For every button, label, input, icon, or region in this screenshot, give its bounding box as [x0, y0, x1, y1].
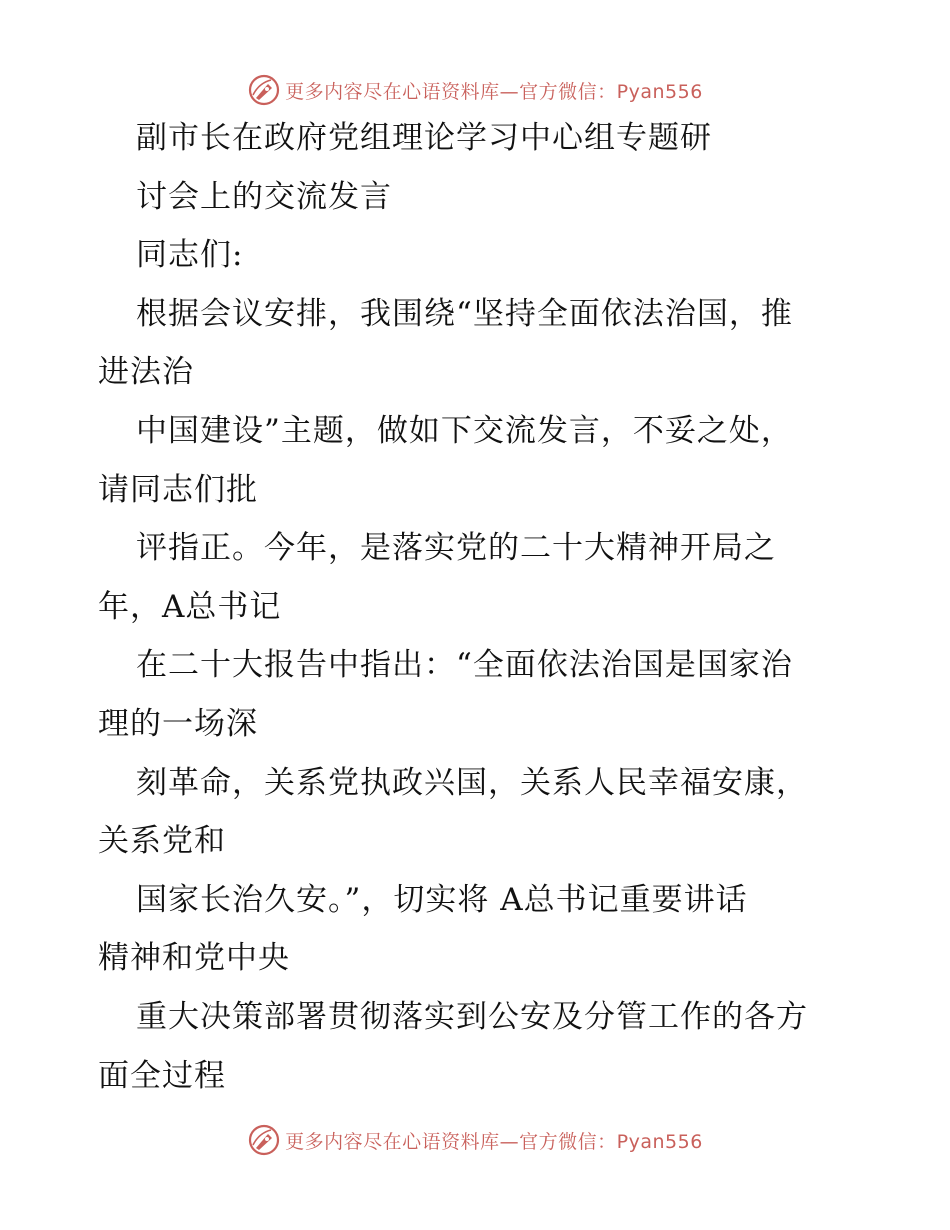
document-line: 国家长治久安。”，切实将 A总书记重要讲话	[136, 881, 748, 918]
document-line: 副市长在政府党组理论学习中心组专题研	[136, 120, 712, 156]
document-line: 精神和党中央	[98, 940, 290, 977]
document-line: 中国建设”主题，做如下交流发言，不妥之处，	[136, 413, 793, 449]
document-line: 同志们:	[136, 237, 244, 274]
document-line: 进法治	[98, 354, 194, 391]
document-line: 面全过程	[98, 1057, 226, 1094]
document-line: 请同志们批	[98, 471, 258, 508]
pen-nib-logo-icon	[247, 1123, 281, 1157]
document-line: 在二十大报告中指出：“全面依法治国是国家治	[136, 647, 793, 684]
document-line: 年，A总书记	[98, 588, 282, 625]
watermark-text: 更多内容尽在心语资料库—官方微信：Pyan556	[285, 1130, 703, 1153]
header-watermark	[0, 70, 950, 110]
document-line: 刻革命，关系党执政兴国，关系人民幸福安康，	[136, 764, 808, 801]
document-line: 根据会议安排，我围绕“坚持全面依法治国，推	[136, 295, 793, 332]
document-line: 重大决策部署贯彻落实到公安及分管工作的各方	[136, 999, 808, 1035]
document-line: 关系党和	[98, 823, 226, 860]
pen-nib-logo-icon	[247, 73, 281, 107]
document-line: 讨会上的交流发言	[136, 178, 392, 215]
document-line: 理的一场深	[98, 706, 258, 742]
footer-watermark	[0, 1120, 950, 1160]
document-line: 评指正。今年，是落实党的二十大精神开局之	[136, 530, 776, 567]
watermark-text: 更多内容尽在心语资料库—官方微信：Pyan556	[285, 80, 703, 103]
